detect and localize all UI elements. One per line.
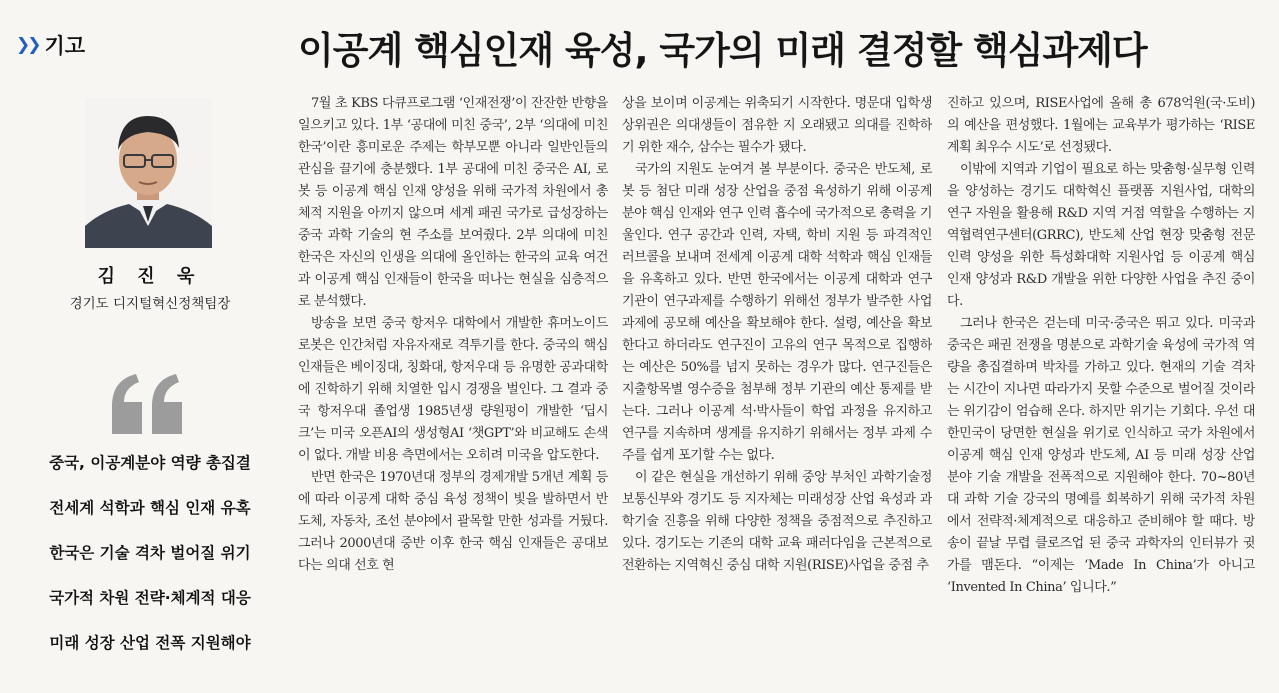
pull-quote: 중국, 이공계분야 역량 총집결 bbox=[49, 454, 251, 472]
pull-quote-list bbox=[20, 448, 280, 673]
author-photo bbox=[85, 98, 212, 248]
body-paragraph: 이밖에 지역과 기업이 필요로 하는 맞춤형·실무형 인력을 양성하는 경기도 대학혁신 플랫폼 지원사업, 대학의 연구 자원을 활용해 R&D 지역 거점 역할을 수행하는 지역협력연구센터(GRRC), 반도체 산업 현장 맞춤형 전문인력 양성을 위한 특성화대학 지원사업 등 이공계 핵심 인재 양성과 R&D 개발을 위한 다양한 사업을 추진 중이다. bbox=[947, 162, 1255, 309]
body-column-3 bbox=[947, 93, 1255, 693]
body-paragraph: 반면 한국은 1970년대 정부의 경제개발 5개년 계획 등에 따라 이공계 대학 중심 육성 정책이 빛을 발하면서 반도체, 자동차, 조선 분야에서 괄목할 만한 성과를 거뒀다. 그러나 2000년대 중반 이후 한국 핵심 인재들은 공대보다는 의대 선호 현 bbox=[298, 470, 608, 573]
pull-quote: 한국은 기술 격차 벌어질 위기 bbox=[49, 544, 251, 562]
section-label: 기고 bbox=[44, 34, 86, 58]
section-tag bbox=[16, 30, 85, 60]
body-paragraph: 그러나 한국은 걷는데 미국·중국은 뛰고 있다. 미국과 중국은 패권 전쟁을 명분으로 과학기술 육성에 국가적 역량을 총집결하며 박차를 가하고 있다. 현재의 기술 격차는 시간이 지나면 따라가지 못할 수준으로 벌어질 것이라는 위기감이 엄습해 온다. 하지만 위기는 기회다. 우선 대한민국이 당면한 현실을 위기로 인식하고 국가 차원에서 이공계 핵심 인재 양성과 반도체, AI 등 미래 성장 산업 분야 기술 개발을 전폭적으로 지원해야 한다. 70~80년대 과학 기술 강국의 명예를 회복하기 위해 국가적 차원에서 전략적·체계적으로 대응하고 준비해야 할 때다. 방송이 끝날 무렵 클로즈업 된 중국 과학자의 인터뷰가 귓가를 맴돈다. “이제는 ‘Made In China’가 아니고 ‘Invented In China’ 입니다.” bbox=[947, 316, 1255, 595]
body-paragraph: 방송을 보면 중국 항저우 대학에서 개발한 휴머노이드 로봇은 인간처럼 자유자재로 격투기를 한다. 중국의 핵심 인재들은 베이징대, 칭화대, 항저우대 등 유명한 공과대학에 진학하기 위해 치열한 입시 경쟁을 벌인다. 그 결과 중국 항저우대 졸업생 1985년생 량원펑이 개발한 ‘딥시크’는 미국 오픈AI의 생성형AI ‘챗GPT’와 비교해도 손색이 없다. 개발 비용 측면에서는 오히려 미국을 압도한다. bbox=[298, 316, 608, 463]
body-paragraph: 이 같은 현실을 개선하기 위해 중앙 부처인 과학기술정보통신부와 경기도 등 지자체는 미래성장 산업 육성과 과학기술 진흥을 위해 다양한 정책을 중점적으로 추진하고 있다. 경기도는 기존의 대학 교육 패러다임을 근본적으로 전환하는 지역혁신 중심 대학 지원(RISE)사업을 중점 추 bbox=[622, 470, 932, 573]
body-paragraph: 7월 초 KBS 다큐프로그램 ‘인재전쟁’이 잔잔한 반향을 일으키고 있다. 1부 ‘공대에 미친 중국’, 2부 ‘의대에 미친 한국’이란 흥미로운 주제는 학부모뿐 아니라 일반인들의 관심을 끌기에 충분했다. 1부 공대에 미친 중국은 AI, 로봇 등 이공계 핵심 인재 양성을 위해 국가적 차원에서 총체적 지원을 아끼지 않으며 세계 패권 국가로 급성장하는 중국 과학 기술의 현 주소를 보여줬다. 2부 의대에 미친 한국은 자신의 인생을 의대에 올인하는 한국의 교육 여건과 이공계 핵심 인재들이 한국을 떠나는 현실을 심층적으로 분석했다. bbox=[298, 96, 608, 309]
double-chevron-right-icon: ❯❯ bbox=[16, 35, 39, 55]
body-paragraph: 진하고 있으며, RISE사업에 올해 총 678억원(국·도비)의 예산을 편성했다. 1월에는 교육부가 평가하는 ‘RISE 계획 최우수 시도’로 선정됐다. bbox=[947, 96, 1255, 155]
author-name: 김 진 욱 bbox=[97, 266, 203, 287]
headline: 이공계 핵심인재 육성, 국가의 미래 결정할 핵심과제다 bbox=[298, 29, 1147, 72]
pull-quote: 국가적 차원 전략·체계적 대응 bbox=[49, 589, 251, 607]
body-column-2 bbox=[622, 93, 932, 693]
body-paragraph: 상을 보이며 이공계는 위축되기 시작한다. 명문대 입학생 상위권은 의대생들이 점유한 지 오래됐고 의대를 진학하기 위한 재수, 삼수는 필수가 됐다. bbox=[622, 96, 932, 155]
quote-mark-icon bbox=[108, 372, 188, 434]
pull-quote: 전세계 석학과 핵심 인재 유혹 bbox=[49, 499, 251, 517]
pull-quote: 미래 성장 산업 전폭 지원해야 bbox=[49, 634, 251, 652]
body-column-1 bbox=[298, 93, 608, 693]
body-paragraph: 국가의 지원도 눈여겨 볼 부분이다. 중국은 반도체, 로봇 등 첨단 미래 성장 산업을 중점 육성하기 위해 이공계 분야 핵심 인재와 연구 인력 흡수에 국가적으로 총력을 기울인다. 연구 공간과 인력, 자택, 학비 지원 등 파격적인 러브콜을 보내며 전세계 이공계 대학 석학과 핵심 인재들을 유혹하고 있다. 반면 한국에서는 이공계 대학과 연구 기관이 연구과제를 수행하기 위해선 정부가 발주한 사업 과제에 공모해 예산을 확보해야 한다. 설령, 예산을 확보한다고 하더라도 연구진이 고유의 연구 목적으로 집행하는 예산은 50%를 넘지 못하는 경우가 많다. 연구진들은 지출항목별 영수증을 첨부해 정부 기관의 예산 통제를 받는다. 그러나 이공계 석·박사들이 학업 과정을 유지하고 연구를 지속하며 생계를 유지하기 위해서는 정부 과제 수주를 쉽게 포기할 수는 없다. bbox=[622, 162, 932, 463]
author-title: 경기도 디지털혁신정책팀장 bbox=[69, 296, 231, 312]
